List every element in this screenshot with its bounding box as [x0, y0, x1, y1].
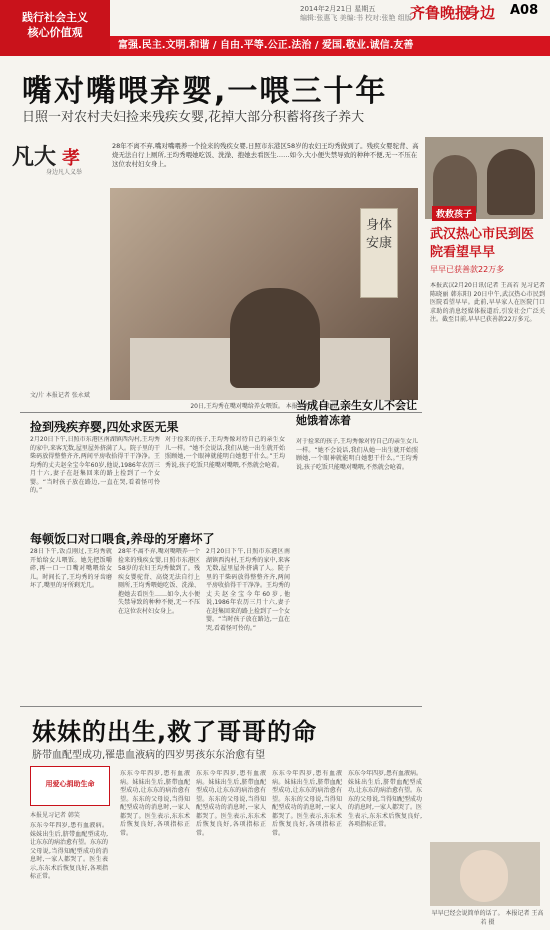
issue-date: 2014年2月21日 星期五 — [300, 5, 376, 13]
editor-credits: 编辑:张惠飞 美编:书 校对:张艳 组版 — [300, 14, 412, 22]
second-body-3: 东东今年四岁,患有血液病。妹妹出生后,脐带血配型成功,让东东的病治愈有望。东东的父母说,当得知配型成功的消息时,一家人都哭了。医生表示,东东术后恢复良好,各项指标正常。 — [196, 770, 266, 837]
second-body-1: 东东今年四岁,患有血液病。妹妹出生后,脐带血配型成功,让东东的病治愈有望。东东的父母说,当得知配型成功的消息时,一家人都哭了。医生表示,东东术后恢复良好,各项指标正常。 — [30, 822, 108, 880]
section-body-1b: 对于捡来的孩子,王均秀像对待自己的亲生女儿一样。“她不会说话,我们从她一出生就开始照顾她,一个眼神就能明白她想干什么。”王均秀说,孩子吃饭只能嘴对嘴喂,不然就会呛着。 — [165, 436, 285, 469]
main-photo — [110, 188, 418, 400]
section-body-2: 对于捡来的孩子,王均秀像对待自己的亲生女儿一样。“她不会说话,我们从她一出生就开始照顾她,一个眼神就能明白她想干什么。”王均秀说,孩子吃饭只能嘴对嘴喂,不然就会呛着。 — [296, 438, 418, 471]
second-subheadline: 脐带血配型成功,罹患血液病的四岁男孩东东治愈有望 — [32, 750, 266, 761]
section-body-3b: 28年不离不弃,嘴对嘴喂养一个捡来的残疾女婴,日照市东港区58岁的农妇王均秀做到了。残疾女婴驼背、高烧无法自行上厕所,王均秀喂她吃饭、洗澡、抱她去看医生……如今,大小便失禁导致的种种不便,无一不压在这位农村妇女身上。 — [118, 548, 200, 615]
main-byline: 文/片 本报记者 张永斌 — [30, 392, 90, 399]
second-body-4: 东东今年四岁,患有血液病。妹妹出生后,脐带血配型成功,让东东的病治愈有望。东东的父母说,当得知配型成功的消息时,一家人都哭了。医生表示,东东术后恢复良好,各项指标正常。 — [272, 770, 342, 837]
sidebar-label: 救救孩子 — [432, 206, 476, 221]
masthead — [0, 0, 550, 39]
section-body-3c: 2月20日下午,日照市东港区南湖镇西沟村,王均秀的家中,来客无数,屋里屋外挤满了人。院子里的干柴码放得整整齐齐,两间平房收拾得干干净净。王均秀的丈夫赵全宝今年60岁,他说,1986年农历三月十六,妻子在赶集回来的路上捡到了一个女婴。“当时孩子放在路边,一直在哭,看着怪可怜的。” — [206, 548, 290, 632]
column-logo — [6, 140, 106, 190]
scroll-text: 身体安康 — [365, 218, 392, 251]
values-badge — [0, 0, 110, 56]
section-heading-2: 当成自己亲生女儿不会让她饿着冻着 — [296, 399, 417, 427]
sidebar-subheadline: 早早已获善款22万多 — [430, 265, 505, 274]
mother-figure — [230, 288, 320, 388]
core-values-banner: 富强.民主.文明.和谐 / 自由.平等.公正.法治 / 爱国.敬业.诚信.友善 — [110, 36, 550, 56]
section-title: 身边 — [465, 4, 496, 22]
second-body-2: 东东今年四岁,患有血液病。妹妹出生后,脐带血配型成功,让东东的病治愈有望。东东的父母说,当得知配型成功的消息时,一家人都哭了。医生表示,东东术后恢复良好,各项指标正常。 — [120, 770, 190, 837]
donation-logo — [30, 766, 110, 806]
main-photo-caption: 20日,王均秀在嘴对嘴给养女喂饭。 本报记者 张永斌 摄 — [190, 403, 338, 410]
newspaper-brand: 齐鲁晚报 — [410, 4, 471, 22]
second-headline: 妹妹的出生,救了哥哥的命 — [32, 718, 318, 746]
main-headline: 嘴对嘴喂弃婴,一喂三十年 — [22, 74, 388, 109]
second-byline: 本报见习记者 韩笑 — [30, 812, 80, 819]
section-body-1: 2月20日下午,日照市东港区南湖镇西沟村,王均秀的家中,来客无数,屋里屋外挤满了人。院子里的干柴码放得整整齐齐,两间平房收拾得干干净净。王均秀的丈夫赵全宝今年60岁,他说,1986年农历三月十六,妻子在赶集回来的路上捡到了一个女婴。“当时孩子放在路边,一直在哭,看着怪可怜的。” — [30, 436, 160, 494]
column-logo-word: 凡大 — [12, 144, 57, 170]
column-logo-subtitle: 身边凡人义举 — [46, 169, 83, 176]
badge-line-2: 核心价值观 — [27, 26, 83, 39]
sidebar-caption: 早早已经会说简单的话了。 本报记者 王高若 摄 — [431, 910, 544, 926]
main-lead-paragraph: 28年不离不弃,嘴对嘴喂养一个捡来的残疾女婴,日照市东港区58岁的农妇王均秀做到了。残疾女婴驼背、高烧无法自行上厕所,王均秀喂她吃饭、洗澡、抱她去看医生……如今,大小便失禁导致的种种不便,无一不压在这位农村妇女身上。 — [112, 142, 419, 168]
second-body-5: 东东今年四岁,患有血液病。妹妹出生后,脐带血配型成功,让东东的病治愈有望。东东的父母说,当得知配型成功的消息时,一家人都哭了。医生表示,东东术后恢复良好,各项指标正常。 — [348, 770, 422, 828]
badge-line-1: 践行社会主义 — [22, 11, 88, 24]
donation-logo-text: 用爱心捐助生命 — [45, 780, 95, 788]
page-number: A08 — [510, 3, 539, 18]
sidebar-photo-baby — [430, 842, 540, 906]
wall-scroll — [360, 208, 398, 298]
divider — [20, 706, 422, 707]
section-body-3: 28日下午,饭点刚过,王均秀就开始给女儿喂饭。她先把饭嚼碎,再一口一口嘴对嘴喂给女儿。时间长了,王均秀的牙齿磨坏了,嘴里的牙所剩无几。 — [30, 548, 112, 589]
section-heading-3: 每顿饭口对口喂食,养母的牙磨坏了 — [30, 532, 215, 546]
sidebar-headline: 武汉热心市民到医院看望早早 — [430, 227, 535, 260]
sidebar-body: 本报武汉2月20日讯(记者 王高若 见习记者 陈晓丽 韩东阳) 20日中午,武汉热心市民到医院看望早早。此前,早早家人在医院门口求助的消息经媒体报道后,引发社会广泛关注。截至目前,早早已获善款22万多元。 — [430, 282, 545, 323]
section-heading-1: 捡到残疾弃婴,四处求医无果 — [30, 420, 179, 434]
main-subheadline: 日照一对农村夫妇捡来残疾女婴,花掉大部分积蓄将孩子养大 — [22, 110, 365, 125]
column-logo-accent: 孝 — [62, 148, 81, 169]
